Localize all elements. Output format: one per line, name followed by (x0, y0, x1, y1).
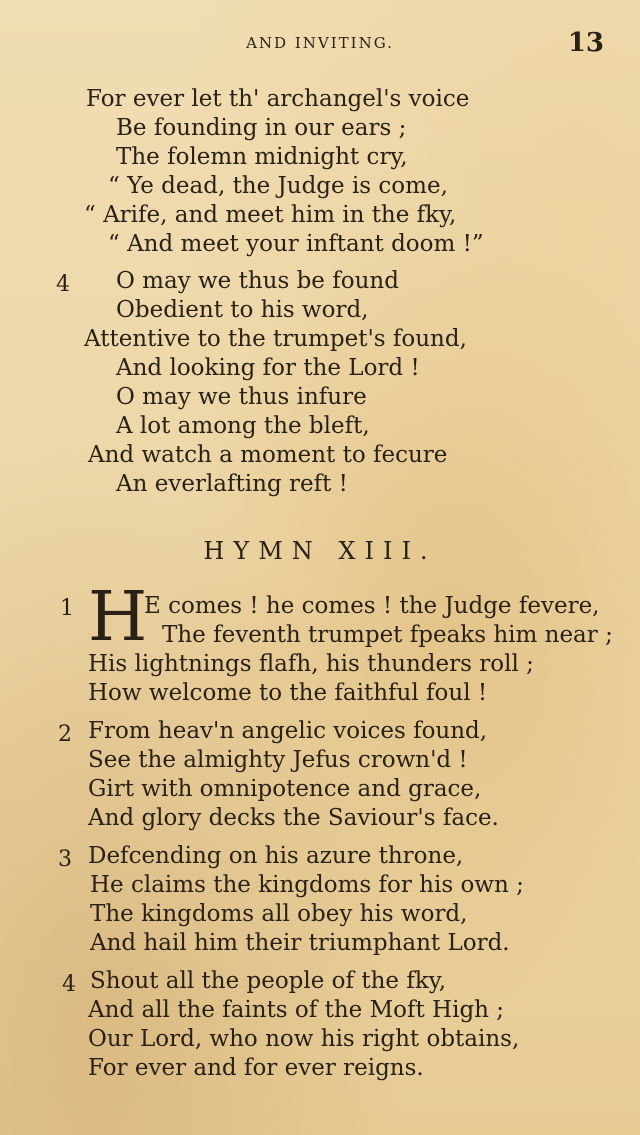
verse-line: O may we thus be found (116, 268, 399, 294)
running-head: AND INVITING. (246, 34, 394, 52)
verse-line: And watch a moment to fecure (88, 442, 448, 468)
verse-line: Girt with omnipotence and grace, (88, 776, 482, 802)
verse-line: “ Ye dead, the Judge is come, (108, 173, 448, 199)
verse-line: Obedient to his word, (116, 297, 369, 323)
hymn-title: HYMN XIII. (203, 537, 437, 565)
verse-line: E comes ! he comes ! the Judge fevere, (144, 593, 600, 619)
verse-line: And all the faints of the Moft High ; (88, 997, 505, 1023)
stanza-number: 1 (60, 596, 74, 621)
verse-line: An everlafting reft ! (116, 471, 348, 497)
verse-line: The folemn midnight cry, (116, 144, 408, 170)
drop-cap: H (88, 578, 148, 657)
page-number: 13 (567, 28, 604, 58)
verse-line: O may we thus infure (116, 384, 367, 410)
verse-line: Defcending on his azure throne, (88, 843, 464, 869)
verse-line: For ever and for ever reigns. (88, 1055, 424, 1081)
verse-line: His lightnings flafh, his thunders roll ; (88, 651, 534, 677)
stanza-number: 4 (62, 972, 76, 997)
verse-line: See the almighty Jefus crown'd ! (88, 747, 468, 773)
verse-line: The kingdoms all obey his word, (90, 901, 468, 927)
verse-line: And glory decks the Saviour's face. (88, 805, 499, 831)
verse-line: Our Lord, who now his right obtains, (88, 1026, 520, 1052)
verse-line: “ And meet your inftant doom !” (108, 231, 484, 257)
verse-line: He claims the kingdoms for his own ; (90, 872, 524, 898)
stanza-number: 3 (58, 847, 72, 872)
verse-line: And looking for the Lord ! (116, 355, 420, 381)
verse-line: Attentive to the trumpet's found, (84, 326, 467, 352)
verse-line: “ Arife, and meet him in the fky, (84, 202, 457, 228)
verse-line: Shout all the people of the fky, (90, 968, 447, 994)
verse-line: From heav'n angelic voices found, (88, 718, 488, 744)
verse-line: The feventh trumpet fpeaks him near ; (162, 622, 613, 648)
verse-line: For ever let th' archangel's voice (86, 86, 470, 112)
verse-line: A lot among the bleft, (116, 413, 370, 439)
stanza-number: 2 (58, 722, 72, 747)
verse-line: How welcome to the faithful foul ! (88, 680, 488, 706)
stanza-number: 4 (56, 272, 70, 297)
verse-line: And hail him their triumphant Lord. (90, 930, 510, 956)
verse-line: Be founding in our ears ; (116, 115, 407, 141)
